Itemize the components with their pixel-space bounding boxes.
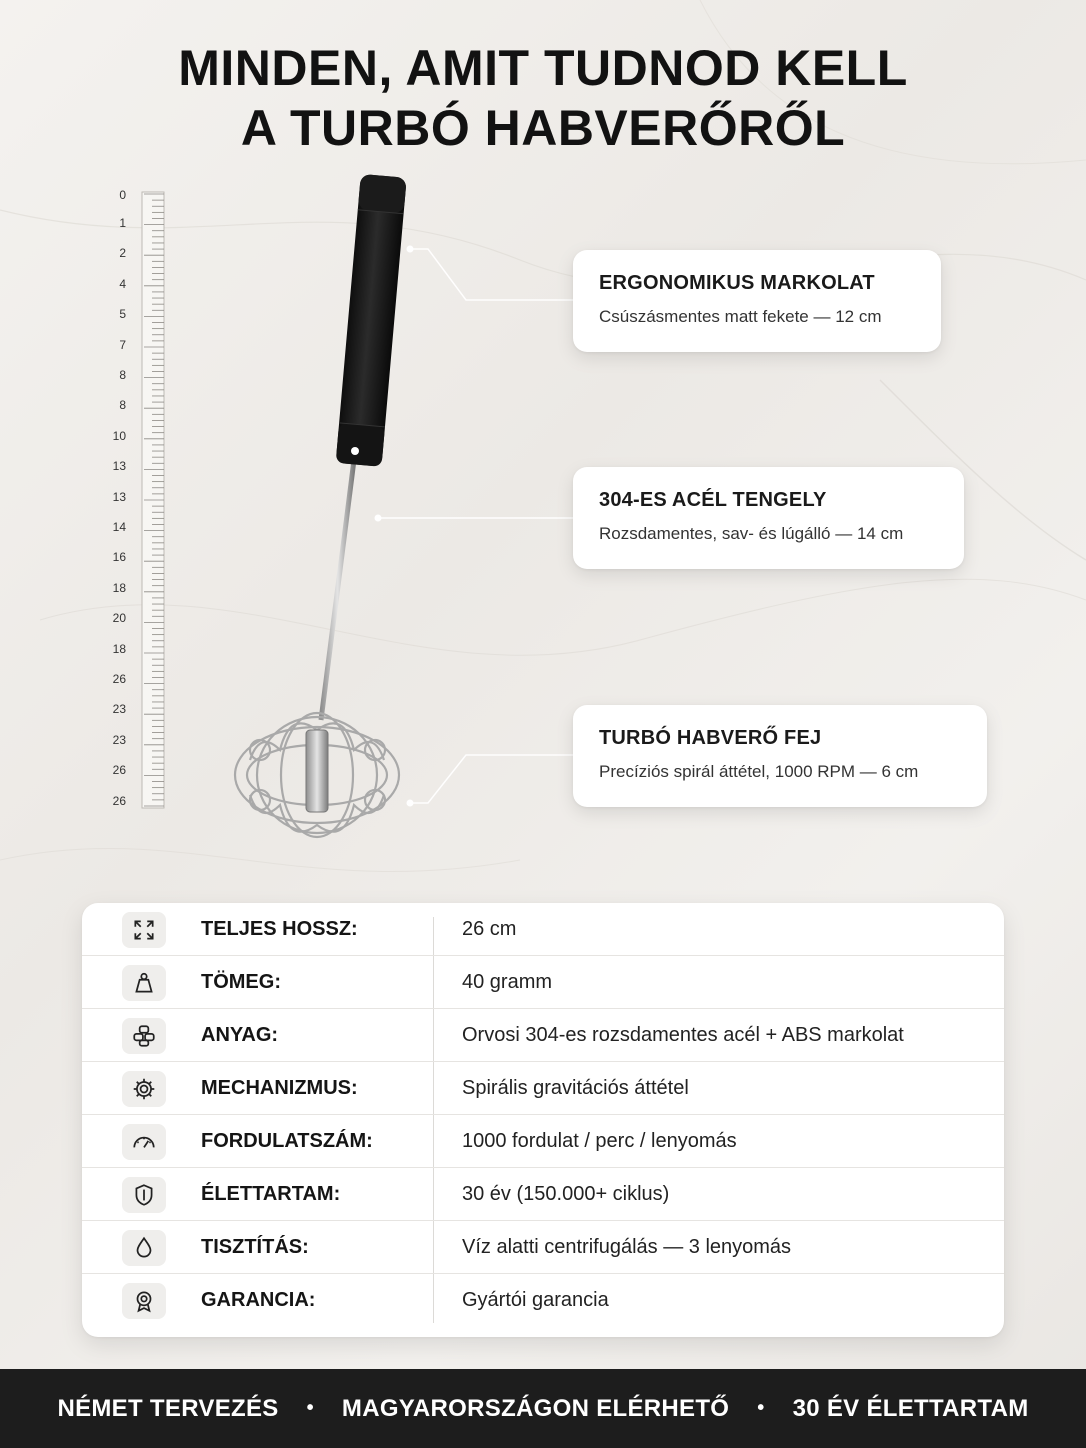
spec-label: MECHANIZMUS:: [201, 1077, 358, 1099]
spec-value: 26 cm: [462, 918, 517, 940]
ruler-label: 7: [119, 337, 126, 352]
spec-label: FORDULATSZÁM:: [201, 1130, 373, 1152]
spec-row-cleaning: [82, 1221, 1004, 1274]
footer-item-availability: MAGYARORSZÁGON ELÉRHETŐ: [341, 1394, 730, 1422]
shield-icon: [122, 1177, 166, 1213]
spec-label: TÖMEG:: [201, 971, 281, 993]
footer-bar: [0, 1369, 1086, 1448]
footer-item-design: NÉMET TERVEZÉS: [57, 1394, 279, 1422]
spec-value: Víz alatti centrifugálás — 3 lenyomás: [462, 1236, 792, 1258]
ruler-label: 18: [112, 580, 126, 595]
ruler-label: 5: [119, 307, 126, 322]
ruler-label: 0: [119, 188, 126, 202]
spec-label: ÉLETTARTAM:: [201, 1183, 341, 1205]
ruler-label: 23: [112, 732, 126, 747]
specs-table: [82, 903, 1004, 1337]
callout-whisk-head-title: TURBÓ HABVERŐ FEJ: [599, 727, 822, 749]
ruler-label: 2: [119, 246, 126, 261]
callout-shaft: [573, 467, 964, 569]
callout-handle: [573, 250, 941, 352]
callout-handle-title: ERGONOMIKUS MARKOLAT: [599, 272, 875, 294]
ruler-label: 8: [119, 398, 126, 413]
ruler-label: 26: [112, 672, 126, 686]
spec-label: TISZTÍTÁS:: [201, 1236, 309, 1258]
weight-icon: [122, 965, 166, 1001]
spec-value: Spirális gravitációs áttétel: [462, 1077, 689, 1099]
page-title: [0, 38, 1086, 158]
spec-row-lifespan: [82, 1168, 1004, 1221]
ruler-label: 16: [112, 550, 126, 565]
spec-value: Orvosi 304-es rozsdamentes acél + ABS markolat: [462, 1024, 904, 1046]
ruler-label: 13: [112, 459, 126, 474]
callout-handle-subtitle: Csúszásmentes matt fekete — 12 cm: [599, 307, 882, 326]
title-line-1: MINDEN, AMIT TUDNOD KELL: [178, 40, 908, 96]
spec-row-material: [82, 1009, 1004, 1062]
award-badge-icon: [122, 1283, 166, 1319]
ruler-label: 26: [112, 793, 126, 808]
ruler-label: 26: [112, 763, 126, 778]
expand-icon: [122, 912, 166, 948]
spec-value: 30 év (150.000+ ciklus): [462, 1183, 670, 1205]
gear-icon: [122, 1071, 166, 1107]
ruler-label: 13: [112, 489, 126, 504]
spec-label: GARANCIA:: [201, 1289, 316, 1311]
whisk-image: [220, 170, 440, 860]
title-line-2: A TURBÓ HABVERŐRŐL: [240, 100, 846, 156]
ruler-label: 14: [112, 520, 126, 534]
footer-separator: •: [757, 1397, 765, 1419]
ruler-label: 1: [119, 216, 126, 230]
callout-shaft-title: 304-ES ACÉL TENGELY: [599, 489, 827, 511]
spec-row-mechanism: [82, 1062, 1004, 1115]
callout-shaft-subtitle: Rozsdamentes, sav- és lúgálló — 14 cm: [599, 524, 904, 543]
ruler-label: 8: [119, 368, 126, 382]
ruler-label: 23: [112, 702, 126, 717]
spec-value: Gyártói garancia: [462, 1289, 609, 1311]
callout-whisk-head-subtitle: Precíziós spirál áttétel, 1000 RPM — 6 cm: [599, 762, 919, 781]
spec-row-weight: [82, 956, 1004, 1009]
footer-separator: •: [306, 1397, 314, 1419]
spec-row-warranty: [82, 1274, 1004, 1327]
water-drop-icon: [122, 1230, 166, 1266]
footer-item-lifespan: 30 ÉV ÉLETTARTAM: [792, 1394, 1029, 1422]
ruler-label: 4: [119, 276, 126, 291]
spec-row-length: [82, 903, 1004, 956]
measuring-ruler: [100, 188, 170, 816]
spec-label: ANYAG:: [201, 1024, 279, 1046]
callout-whisk-head: [573, 705, 987, 807]
ruler-label: 20: [112, 611, 126, 626]
speedometer-icon: [122, 1124, 166, 1160]
spec-label: TELJES HOSSZ:: [201, 918, 358, 940]
layers-icon: [122, 1018, 166, 1054]
ruler-label: 10: [112, 428, 126, 443]
spec-value: 1000 fordulat / perc / lenyomás: [462, 1130, 737, 1152]
ruler-label: 18: [112, 641, 126, 656]
spec-value: 40 gramm: [462, 971, 553, 993]
spec-row-speed: [82, 1115, 1004, 1168]
